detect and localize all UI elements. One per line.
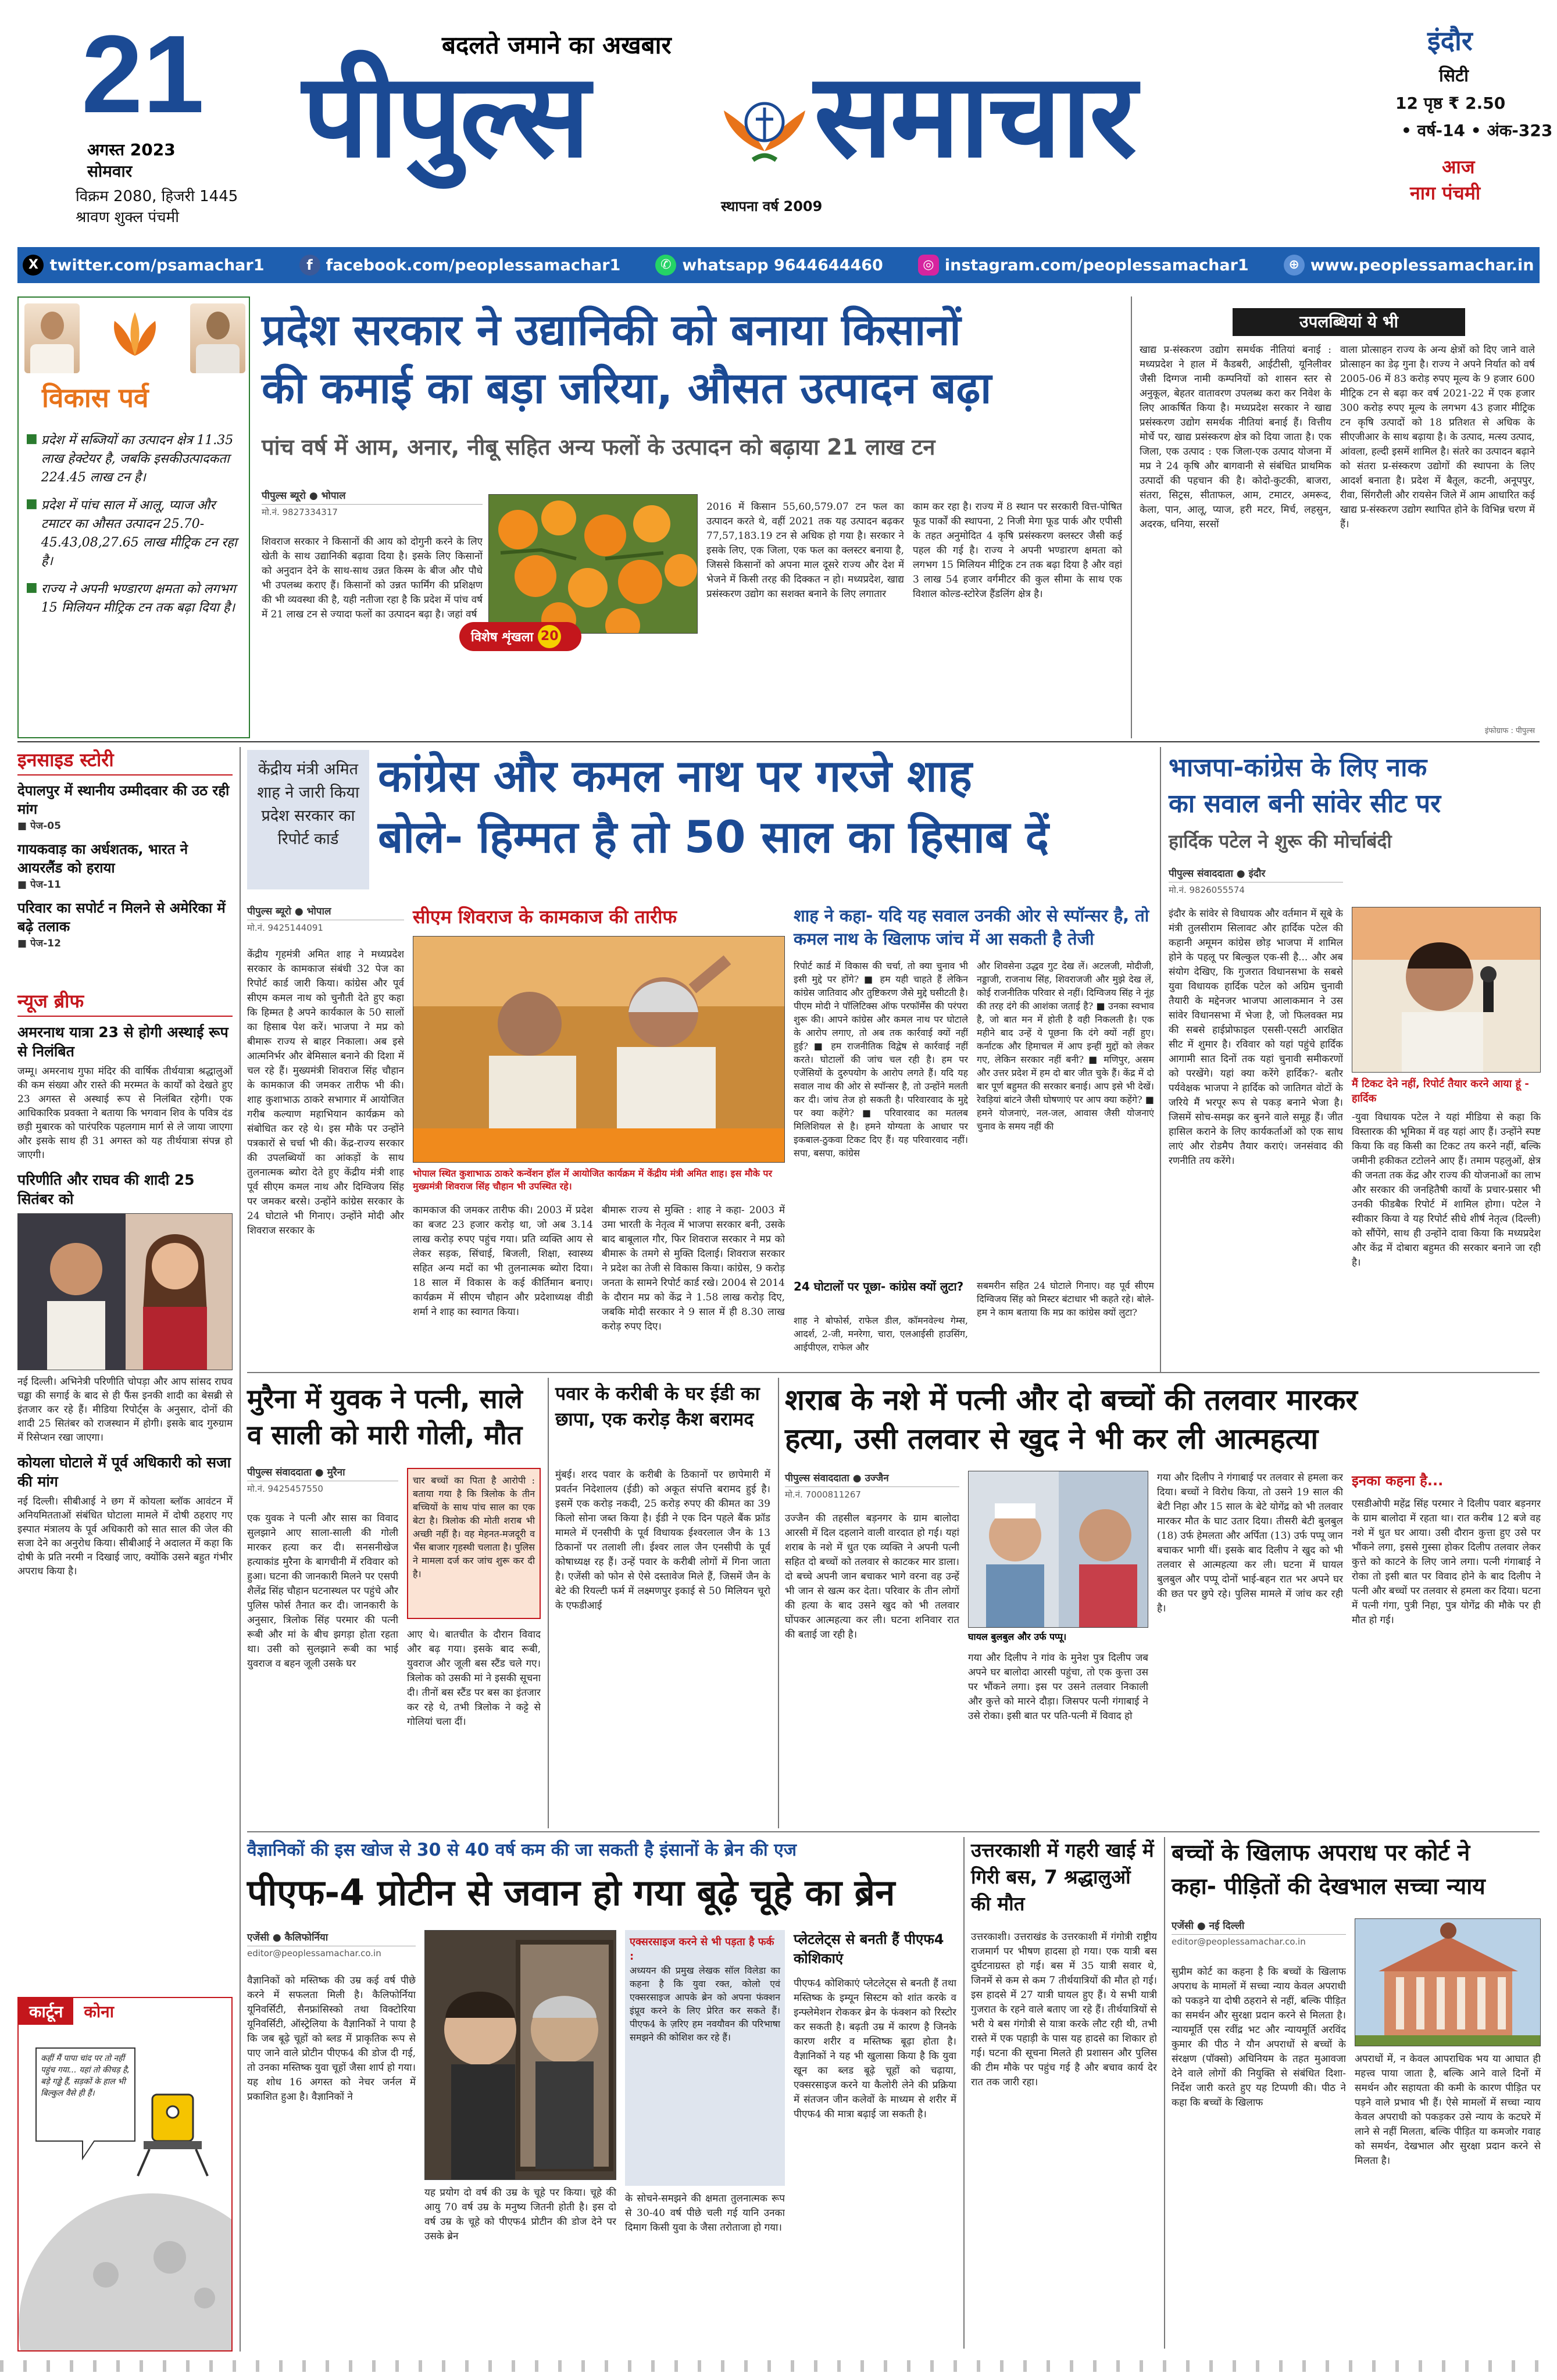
uttarkashi-body: उत्तरकाशी। उत्तराखंड के उत्तरकाशी में गंगोत्री राष्ट्रीय राजमार्ग पर भीषण हादसा हो गया। एक यात्री बस दुर्घटनाग्रस्त हो गई। बस में 35 यात्री सवार थे, जिनमें से कम से कम 7 तीर्थयात्रियों की मौत हो गई। इस हादसे में 27 यात्री घायल हुए हैं। ये सभी यात्री गुजरात के रहने वाले बताए जा रहे हैं। तीर्थयात्रियों से भरी ये बस गंगोत्री से यात्रा करके लौट रही थी, तभी रास्ते में एक पहाड़ी के पास यह हादसे का शिकार हो गई। घटना की सूचना मिलते ही प्रशासन और पुलिस की टीम मौके पर पहुंच गई है और बचाव कार्य देर रात तक जारी रहा।	[971, 1931, 1157, 2088]
founded-year: स्थापना वर्ष 2009	[721, 198, 823, 215]
brief-koyla-body: नई दिल्ली। सीबीआई ने छग में कोयला ब्लॉक आवंटन में अनियमितताओं संबंधित घोटाला मामले में दोषी ठहराए गए इस्पात मंत्रालय के पूर्व अधिकारी को सात साल की जेल की सजा देने का अनुरोध किया। सीबीआई ने अदालत में कहा कि दोषी के प्रति नरमी न दिखाई जाए, क्योंकि उसने बहुत गंभीर अपराध किया है।	[17, 1496, 233, 1577]
list-item: ■ प्रदेश में सब्जियों का उत्पादन क्षेत्र 11.35 लाख हेक्टेयर है, जबकि इसकीउत्पादकता 224.45 लाख टन है।	[26, 431, 234, 485]
shah-qa-col-4: सबमरीन सहित 24 घोटाले गिनाए। वह पूर्व सीएम दिग्विजय सिंह को मिस्टर बंटाधार भी कहते रहे। बोले- हम ने काम बताया कि मप्र का कांग्रेस क्यों लुटा?	[977, 1280, 1154, 1318]
lead-col-2: 2016 में किसान 55,60,579.07 टन फल का उत्पादन करते थे, वहीं 2021 तक यह उत्पादन बढ़कर 77,57,183.19 टन से अधिक हो गया है। सरकार ने इसके लिए, एक जिला, एक फल का क्लस्टर बनाया है, जिससे किसानों को अपना माल दूसरे राज्य और देश में भेजने में किसी तरह की दिक्कत न हो। मध्यप्रदेश, खाद्य प्रसंस्करण उद्योग का सशक्त बनाने के लिए लगातार	[706, 501, 904, 600]
court-col-2: अपराधों में, न केवल आपराधिक भय या आघात ही महत्त्व पाया जाता है, बल्कि आने वाले दिनों में समर्थन और सहायता की कमी के कारण पीड़ित पर पड़ने वाले प्रभाव भी हैं। ऐसे मामलों में सच्चा न्याय केवल अपराधी को पकड़कर उसे न्याय के कटघरे में लाने से नहीं मिलता, बल्कि पीड़ित या कमजोर गवाह को समर्थन, देखभाल और सुरक्षा प्रदान करने से मिलता है।	[1355, 2053, 1541, 2167]
morena-box: चार बच्चों का पिता है आरोपी : बताया गया है कि त्रिलोक के तीन बच्चियों के साथ पांच साल का एक बेटा है। त्रिलोक की मोती शराब भी अच्छी नहीं है। वह मेहनत-मजदूरी व भैंस बाजार गृहस्थी चलाता है। पुलिस ने मामला दर्ज कर जांच शुरू कर दी है।	[407, 1468, 541, 1619]
morena-col-2: आए थे। बातचीत के दौरान विवाद और बढ़ गया। इसके बाद रूबी, युवराज और जूली बस स्टैंड चले गए। त्रिलोक को उसकी मां ने इसकी सूचना दी। तीनों बस स्टैंड पर बस का इंतजार कर रहे थे, तभी त्रिलोक ने कट्टे से गोलियां चला दीं।	[407, 1629, 541, 1728]
date-month: अगस्त 2023	[87, 140, 176, 159]
print-registration-strip	[0, 2360, 1557, 2372]
masthead-title-right: समाचार	[814, 48, 1135, 184]
shah-col-3: बीमारू राज्य से मुक्ति : शाह ने कहा- 2003 में उमा भारती के नेतृत्व में भाजपा सरकार बनी, उसके बाद बाबूलाल गौर, फिर शिवराज सरकार ने मप्र को बीमारू के तमगे से मुक्ति दिलाई। शिवराज सरकार ने प्रदेश का तेजी से विकास किया। कांग्रेस, 9 करोड़ जनता के सामने रिपोर्ट कार्ड रखे। 2004 से 2014 के दौरान मप्र को केंद्र ने 1.58 लाख करोड़ दिए, जबकि मोदी सरकार ने 9 साल में ही 8.30 लाख करोड़ रुपए दिए।	[602, 1205, 785, 1332]
list-item[interactable]: परिवार का सपोर्ट न मिलने से अमेरिका में बढ़े तलाक ■ पेज-12	[17, 900, 226, 949]
brief-parineeti-head: परिणीति और राघव की शादी 25 सितंबर को	[17, 1171, 195, 1207]
court-col-1: सुप्रीम कोर्ट का कहना है कि बच्चों के खिलाफ अपराध के मामलों में सच्चा न्याय केवल अपराधी को पकड़ने या दोषी ठहराने से नहीं, बल्कि पीड़ित का समर्थन और सुरक्षा प्रदान करने से मिलता है। न्यायमूर्ति एस रवींद्र भट और न्यायमूर्ति अरविंद कुमार की पीठ ने यौन अपराधों से बच्चों के संरक्षण (पॉक्सो) अधिनियम के तहत मुआवजा देने वाले लोगों की नियुक्ति से संबंधित दिशा-निर्देश जारी करते हुए यह टिप्पणी की। पीठ ने कहा कि बच्चों के खिलाफ	[1172, 1966, 1346, 2109]
cartoon-label-2: कोना	[84, 2002, 114, 2021]
vikas-parv-points	[26, 431, 244, 617]
lead-subhead: पांच वर्ष में आम, अनार, नीबू सहित अन्य फलों के उत्पादन को बढ़ाया 21 लाख टन	[262, 434, 935, 460]
sharab-kehna-body: एसडीओपी महेंद्र सिंह परमार ने दिलीप पवार बड़नगर के ग्राम बालोदा में रहता था। रात करीब 12 बजे वह नशे में धुत घर आया। उसी दौरान कुत्ता हुए उसे पर भौंकने लगा, इससे गुस्सा होकर दिलीप तलवार लेकर कुत्ते को काटने के लिए जाने लगा। पत्नी गंगाबाई ने रोका तो इसी बात पर विवाद होने के बाद दिलीप ने पत्नी और बच्चों पर तलवार से हमला कर दिया। घटना में पत्नी गंगा, पुत्री निहा, पुत्र योगेंद्र की मौके पर ही मौत हो गई।	[1352, 1498, 1541, 1626]
news-brief	[17, 988, 233, 1586]
shah-qa-col3-head: 24 घोटालों पर पूछा- कांग्रेस क्यों लुटा?	[794, 1280, 964, 1293]
shah-col-2: कामकाज की जमकर तारीफ की। 2003 में प्रदेश का बजट 23 हजार करोड़ था, जो अब 3.14 लाख करोड़ रुपए पहुंच गया। प्रति व्यक्ति आय से लेकर सड़क, सिंचाई, बिजली, शिक्षा, स्वास्थ्य सहित अन्य मदों का भी तुलनात्मक ब्योरा दिया। 18 साल में विकास के कई कीर्तिमान बनाए। कार्यक्रम में सीएम चौहान और प्रदेशाध्यक्ष वीडी शर्मा ने शाह का स्वागत किया।	[413, 1205, 593, 1318]
science-byline-block: एजेंसी ● कैलिफोर्निया editor@peoplessamachar.co.in	[247, 1930, 416, 1959]
facebook-icon: f	[299, 255, 320, 276]
science-headline: पीएफ-4 प्रोटीन से जवान हो गया बूढ़े चूहे का ब्रेन	[247, 1871, 895, 1914]
science-photo	[424, 1930, 616, 2180]
list-item[interactable]: गायकवाड़ का अर्धशतक, भारत ने आयरलैंड को हराया ■ पेज-11	[17, 841, 188, 891]
couple-photo	[17, 1213, 233, 1370]
court-byline-block: एजेंसी ● नई दिल्ली editor@peoplessamachar.co.in	[1172, 1918, 1346, 1947]
sanwer-subhead: हार्दिक पटेल ने शुरू की मोर्चाबंदी	[1169, 830, 1392, 852]
shah-headline-1: कांग्रेस और कमल नाथ पर गरजे शाह	[378, 750, 972, 802]
ed-body: मुंबई। शरद पवार के करीबी के ठिकानों पर छापेमारी में प्रवर्तन निदेशालय (ईडी) को अकूत संपत्ति बरामद हुई है। इसमें एक करोड़ नकदी, 25 करोड़ रुपए की कीमत का 39 किलो सोना जब्त किया है। ईडी ने एक दिन पहले बैंक फ्रॉड मामले में एनसीपी के पूर्व विधायक ईश्वरलाल जैन के 13 ठिकानों पर तलाशी ली। ईश्वर लाल जैन एनसीपी के पूर्व कोषाध्यक्ष रह हैं। उन्हें पवार के करीबी लोगों में गिना जाता है। एजेंसी को फोन से ऐसे दस्तावेज मिले हैं, जिसमें जैन के बेटे की रियल्टी फर्म में लक्ष्मणपुर इकाई से 50 मिलियन चूरो के एफडीआई	[555, 1469, 770, 1611]
lead-headline-1: प्रदेश सरकार ने उद्यानिकी को बनाया किसानों	[262, 305, 961, 355]
lead-col-3: काम कर रहा है। राज्य में 8 स्थान पर सरकारी वित्त-पोषित फूड पार्कों की स्थापना, 2 निजी मेगा फूड पार्क और एपीसी के तहत अनुमोदित 4 कृषि प्रसंस्करण क्लस्टर जैसी कई पहल की गई है। राज्य ने अपनी भण्डारण क्षमता को लगभग 15 मिलियन मीट्रिक टन तक बढ़ा दिया है और वहां 3 लाख 54 हजार वर्गमीटर की कुल सीमा के साथ एक विशाल कोल्ड-स्टोरेज हैंडलिंग क्षेत्र है।	[913, 501, 1122, 600]
sanwer-headline-2: का सवाल बनी सांवेर सीट पर	[1169, 789, 1441, 819]
shah-qa-col-2: और शिवसेना उद्धव गुट देख लें। अटलजी, मोदीजी, नड्डाजी, राजनाथ सिंह, शिवराजजी और मुझे देख लें, कोई राजनीतिक परिवार से नहीं। दिग्विजय सिंह ने नूंह की तरह दंगे की आशंका जताई है? ■ उनका स्वभाव है, जो बात मन में होती है वही निकलती है। एक महीने बाद उन्हें ये पूछना कि दंगे क्यों नहीं हुए। कर्नाटक और हिमाचल में आप इन्हीं मुद्दों को लेकर गए, लेकिन सरकार नहीं बनी? ■ मणिपुर, असम और उत्तर प्रदेश में हम दो बार जीत चुके हैं। केंद्र में दो बार पूर्ण बहुमत की सरकार बनाई। आप इसे भी देखें। रेवड़ियां बांटने जैसी घोषणाएं पर आप क्या कहेंगे? ■ हमने योजनाएं, नल-जल, आवास जैसी योजनाएं चुनाव के समय नहीं की	[977, 960, 1154, 1132]
globe-icon: ⊕	[1284, 255, 1305, 276]
sanwer-headline-1: भाजपा-कांग्रेस के लिए नाक	[1169, 753, 1427, 782]
cm-portrait-right	[190, 303, 245, 373]
sharab-headline-1: शराब के नशे में पत्नी और दो बच्चों की तलवार मारकर	[785, 1383, 1358, 1417]
brief-koyla-head: कोयला घोटाले में पूर्व अधिकारी को सजा की मांग	[17, 1454, 231, 1490]
sanwer-byline-block: पीपुल्स संवाददाता ● इंदौर मो.नं. 9826055574	[1169, 866, 1343, 896]
lead-col-1b	[488, 657, 698, 732]
ed-headline: पवार के करीबी के घर ईडी का छापा, एक करोड़ कैश बरामद	[555, 1382, 760, 1430]
orange-photo	[488, 494, 698, 634]
lead-byline-block: पीपुल्स ब्यूरो ● भोपाल मो.नं. 9827334317	[262, 488, 483, 518]
sanwer-col-1: इंदौर के सांवेर से विधायक और वर्तमान में सूबे के मंत्री तुलसीराम सिलावट और हार्दिक पटेल की कहानी अमूमन कांग्रेस छोड़ भाजपा में शामिल होने के पहलू पर बिल्कुल एक-सी है... और अब संयोग देखिए, कि गुजरात विधानसभा के सबसे युवा विधायक हार्दिक पटेल को अग्रिम चुनावी तैयारी के मद्देनजर भाजपा आलाकमान ने उस सांवेर विधानसभा में भेजा है, जो फिलवक्त मप्र की सबसे हाईप्रोफाइल एससी-एसटी आरक्षित सीट में शुमार है। रविवार को यहां पहुंचे हार्दिक आगामी सात दिनों तक यहां चुनावी समीकरणों को परखेंगे। यहां क्या करेंगे हार्दिक?- बतौर पर्यवेक्षक भाजपा ने हार्दिक को जातिगत वोटों के जरिये मैं भरपूर रूप से पकड़ बनाने भेजा है। जिसमें सोच-समझ कर बुनने वाले समूह हैं। जीत हासिल कराने के लिए कार्यकर्ताओं को एक साथ लाएं और रोडमैप तैयार कराएं। जनसंवाद की रणनीति तय करेंगे।	[1169, 908, 1343, 1167]
injured-photo-caption: घायल बुलबुल और उर्फ पप्पू।	[968, 1631, 1067, 1642]
sharab-headline-2: हत्या, उसी तलवार से खुद ने भी कर ली आत्महत्या	[785, 1422, 1319, 1456]
shah-qa-col-3: शाह ने बोफोर्स, राफेल डील, कॉमनवेल्थ गेम्स, आदर्श, 2-जी, मनरेगा, चारा, एलआईसी हाउसिंग, आईपीएल, राफेल और	[794, 1315, 968, 1353]
shah-col-1: केंद्रीय गृहमंत्री अमित शाह ने मध्यप्रदेश सरकार के कामकाज संबंधी 32 पेज का रिपोर्ट कार्ड जारी किया। कांग्रेस और पूर्व सीएम कमल नाथ को चुनौती देते हुए कहा कि हिम्मत है अपने कार्यकाल के 50 सालों का हिसाब पेश करें। भाजपा ने मप्र को बीमारू राज्य से बाहर निकाला। अब इसे आत्मनिर्भर और बेमिसाल बनाने की दिशा में चल रहे हैं। मुख्यमंत्री शिवराज सिंह चौहान के कामकाज की जमकर तारीफ भी की। शाह कुशाभाऊ ठाकरे सभागार में आयोजित गरीब कल्याण महाभियान कार्यक्रम को संबोधित कर रहे थे। इस मौके पर उन्होंने पत्रकारों से चर्चा भी की। केंद्र-राज्य सरकार की उपलब्धियों का आंकड़ों के साथ तुलनात्मक ब्योरा देते हुए केंद्रीय मंत्री शाह पूर्व सीएम कमल नाथ और दिग्विजय सिंह पर जमकर बरसे। उन्होंने कांग्रेस सरकार के 24 घोटाले भी गिनाए। उन्होंने मोदी और शिवराज सरकार के	[247, 949, 404, 1237]
cm-portrait-left	[24, 303, 80, 373]
edition-type: सिटी	[1439, 66, 1469, 86]
date-samvat: विक्रम 2080, हिजरी 1445	[76, 188, 238, 205]
science-col-4: पीएफ4 कोशिकाएं प्लेटलेट्स से बनती हैं तथा मस्तिष्क के इम्यून सिस्टम को शांत करके व इन्फ्लेमेशन रोककर ब्रेन के फंक्शन को रिस्टोर कर सकती है। बढ़ती उम्र में कारण है जिनके कारण शरीर व मस्तिष्क बूढ़ा होता है। वैज्ञानिकों ने यह भी खुलासा किया है कि युवा खून का ब्लड बूढ़े चूहों को चढ़ाया, एक्सरसाइज करने या कैलोरी लेने की प्रक्रिया में संतजन जीन कलेवों के माध्यम से शरीर में पीएफ4 की मात्रा बढ़ाई जा सकती है।	[794, 1978, 956, 2120]
vikas-parv-sidebar	[17, 296, 250, 738]
list-item: ■ प्रदेश में पांच साल में आलू, प्याज और टमाटर का औसत उत्पादन 25.70-45.43,08,27.65 लाख मीट्रिक टन रहा है।	[26, 496, 237, 569]
facebook-link[interactable]: f facebook.com/peoplessamachar1	[299, 255, 621, 276]
science-box: एक्सरसाइज करने से भी पड़ता है फर्क : अध्ययन की प्रमुख लेखक सॉल विलेडा का कहना है कि युवा रक्त, कोलो एवं एक्सरसाइज आपके ब्रेन को अपना फंक्शन इंप्रूव करने के लिए प्रेरित कर सकते हैं। पीएफ4 के ज़रिए हम नवयौवन की परिभाषा समझने की कोशिश कर रहे हैं।	[625, 1930, 785, 2186]
whatsapp-link[interactable]: ✆ whatsapp 9644644460	[655, 255, 883, 276]
volume-issue: • वर्ष-14 • अंक-323	[1401, 121, 1553, 140]
instagram-icon: ◎	[918, 255, 939, 276]
court-headline-2: कहा- पीड़ितों की देखभाल सच्चा न्याय	[1172, 1874, 1485, 1900]
platelets-head: प्लेटलेट्स से बनती हैं पीएफ4 कोशिकाएं	[794, 1931, 944, 1967]
date-weekday: सोमवार	[87, 162, 133, 181]
masthead-logo-icon	[721, 87, 808, 174]
hardik-photo-caption: मैं टिकट देने नहीं, रिपोर्ट तैयार करने आया हूं - हार्दिक	[1352, 1078, 1529, 1105]
lead-headline-2: की कमाई का बड़ा जरिया, औसत उत्पादन बढ़ा	[262, 363, 992, 413]
list-item: ■ राज्य ने अपनी भण्डारण क्षमता को लगभग 15 मिलियन मीट्रिक टन तक बढ़ा दिया है।	[26, 580, 236, 615]
today-event: नाग पंचमी	[1410, 182, 1481, 204]
supreme-court-photo	[1355, 1918, 1541, 2046]
sanwer-col-2: -युवा विधायक पटेल ने यहां मीडिया से कहा कि विस्तारक की भूमिका में वह यहां आए हैं। उन्होंने स्पष्ट किया कि वह किसी का टिकट तय करने नहीं, बल्कि जमीनी हकीकत टटोलने आए हैं। तमाम पहलुओं, क्षेत्र की जनता तक केंद्र और राज्य की योजनाओं का लाभ और सरकार की जनहितैषी कार्यों के प्रचार-प्रसार भी उनकी फीडबैक रिपोर्ट में शामिल होगा। पटेल ने स्वीकार किया वे यह रिपोर्ट सीधे शीर्ष नेतृत्व (दिल्ली) को सौंपेंगे, साथ ही उन्होंने दावा किया कि मध्यप्रदेश और केंद्र में दोबारा बहुमत की सरकार बनाने जा रही है।	[1352, 1112, 1541, 1268]
pages-price: 12 पृष्ठ ₹ 2.50	[1395, 94, 1506, 113]
list-item[interactable]: देपालपुर में स्थानीय उम्मीदवार की उठ रही मांग ■ पेज-05	[17, 782, 230, 832]
science-col-3: के सोचने-समझने की क्षमता तुलनात्मक रूप से 30-40 वर्ष पीछे चली गई यानि उनका दिमाग किसी युवा के जैसा तरोताजा हो गया।	[625, 2193, 785, 2234]
uttarkashi-headline: उत्तरकाशी में गहरी खाई में गिरी बस, 7 श्रद्धालुओं की मौत	[971, 1839, 1154, 1915]
social-bar	[17, 247, 1540, 283]
x-icon: X	[23, 255, 44, 276]
instagram-link[interactable]: ◎ instagram.com/peoplessamachar1	[918, 255, 1249, 276]
shah-qa-head: शाह ने कहा- यदि यह सवाल उनकी ओर से स्पॉन्सर है, तो कमल नाथ के खिलाफ जांच में आ सकती है तेजी	[794, 906, 1149, 949]
achievements-box	[1140, 296, 1541, 738]
vikas-parv-badge: विकास पर्व	[42, 382, 149, 413]
website-link[interactable]: ⊕ www.peoplessamachar.in	[1284, 255, 1534, 276]
shah-event-photo	[413, 936, 785, 1163]
morena-byline-block: पीपुल्स संवाददाता ● मुरैना मो.नं. 9425457550	[247, 1465, 398, 1495]
shah-qa-col-1: रिपोर्ट कार्ड में विकास की चर्चा, तो क्या चुनाव भी इसी मुद्दे पर होंगे? ■ हम यही चाहते हैं लेकिन कांग्रेस जातिवाद और तुष्टिकरण जैसे मुद्दे घसीटती है। पीएम मोदी ने पॉलिटिक्स ऑफ परफॉर्मेंस की परंपरा शुरू की। आपने कांग्रेस और कमल नाथ पर घोटाले के आरोप लगाए, तो अब तक कार्रवाई क्यों नहीं हुई? ■ हम राजनीतिक विद्वेष से कार्रवाई नहीं करते। घोटालों की जांच चल रही है। हम पर एजेंसियों के दुरुपयोग के आरोप लगते हैं। यदि यह सवाल नाथ की ओर से स्पॉन्सर है, तो उन्होंने मलती कर दी। जांच तेज हो सकती है। परिवारवाद के मुद्दे पर क्या कहेंगे? ■ परिवारवाद का मतलब मिलिशियल से है। हमने योग्यता के आधार पर इकबाल-ठुकवा टिकट दिए हैं। यह परिवारवाद नहीं। सपा, बसपा, कांग्रेस	[794, 960, 968, 1159]
shah-side-box: केंद्रीय मंत्री अमित शाह ने जारी किया प्रदेश सरकार का रिपोर्ट कार्ड	[247, 750, 369, 889]
court-headline-1: बच्चों के खिलाफ अपराध पर कोर्ट ने	[1172, 1840, 1470, 1866]
news-brief-title: न्यूज ब्रीफ	[17, 988, 233, 1017]
today-label: आज	[1442, 156, 1475, 178]
hardik-photo	[1352, 907, 1541, 1073]
lead-col-1: शिवराज सरकार ने किसानों की आय को दोगुनी करने के लिए खेती के साथ उद्यानिकी बढ़ावा दिया है। इसके लिए किसानों को अनुदान देने के साथ-साथ उन्नत किस्म के बीज और पौधे भी उपलब्ध कराए हैं। किसानों को उन्नत फार्मिंग की प्रशिक्षण की भी व्यवस्था की है, यही नतीजा रहा है कि प्रदेश में पांच वर्ष में 21 लाख टन से ज्यादा फलों का उत्पादन बढ़ा है। जहां वर्ष	[262, 536, 483, 620]
sharab-kehna-head: इनका कहना है...	[1352, 1473, 1444, 1489]
series-badge: विशेष शृंखला 20	[459, 622, 581, 651]
graphic-credit: इंफोग्राफ : पीपुल्स	[1484, 727, 1535, 735]
achievements-col-2: वाला प्रोत्साहन राज्य के अन्य क्षेत्रों को दिए जाने वाले प्रोत्साहन का डेढ़ गुना है। राज्य ने अपने निर्यात को वर्ष 2005-06 में 83 करोड़ रुपए मूल्य के 9 हजार 600 मीट्रिक टन से बढ़ा कर वर्ष 2021-22 में एक हजार 300 करोड़ रुपए मूल्य के लगभग 43 हजार मीट्रिक टन कृषि उत्पादों को 18 प्रतिशत से अधिक के सीएजीआर के साथ बढ़ाया है। के उत्पाद, मत्स्य उत्पाद, आंवला, हल्दी इसमें शामिल है। संतरे का उत्पादन बढ़ाने को संतरा प्र-संस्करण उद्योगों की स्थापना के लिए आदर्श बनाता है। प्रदेश में बैतूल, कटनी, अनूपपुर, रीवा, सिंगरौली और रायसेन जिले में आम आधारित कई खाद्य प्र-संस्करण उद्योग स्थापित होने के विभिन्न चरण में हैं।	[1340, 344, 1535, 530]
masthead-title-left: पीपुल्स	[302, 48, 588, 184]
lotus-logo-icon	[103, 309, 167, 362]
edition-city: इंदौर	[1427, 25, 1473, 56]
shah-headline-2: बोले- हिम्मत है तो 50 साल का हिसाब दें	[378, 811, 1049, 863]
tagline: बदलते जमाने का अखबार	[442, 31, 672, 59]
cartoon-label: कार्टून	[19, 1998, 73, 2025]
sharab-byline-block: पीपुल्स संवाददाता ● उज्जैन मो.नं. 7000811267	[785, 1471, 959, 1500]
twitter-link[interactable]: X twitter.com/psamachar1	[23, 255, 264, 276]
brief-amarnath-head: अमरनाथ यात्रा 23 से होगी अस्थाई रूप से निलंबित	[17, 1024, 228, 1060]
science-col-2: यह प्रयोग दो वर्ष की उम्र के चूहे पर किया। चूहे की आयु 70 वर्ष उम्र के मनुष्य जितनी होती है। इस दो वर्ष उम्र के चूहे को पीएफ4 प्रोटीन की डोज देने पर उसके ब्रेन	[424, 2187, 616, 2242]
shah-photo-caption: भोपाल स्थित कुशाभाऊ ठाकरे कन्वेंशन हॉल में आयोजित कार्यक्रम में केंद्रीय मंत्री अमित शाह। इस मौके पर मुख्यमंत्री शिवराज सिंह चौहान भी उपस्थित रहे।	[413, 1168, 773, 1192]
cartoon-speech: कहीं मैं पापा चांद पर तो नहीं पहुंच गया... यहां तो कीचड़ है, बड़े गड्ढे हैं, सड़कों के हाल भी बिल्कुल वैसे ही हैं।	[41, 2054, 130, 2098]
cartoon-illustration	[19, 2025, 231, 2350]
masthead	[0, 0, 1557, 244]
shah-praise-head: सीएम शिवराज के कामकाज की तारीफ	[413, 906, 677, 928]
sharab-col-3: गया और दिलीप ने गंगाबाई पर तलवार से हमला कर दिया। बच्चों ने विरोध किया, तो उसने 19 साल की बेटी निहा और 15 साल के बेटे योगेंद्र को भी तलवार मारकर मौत के घाट उतार दिया। तीसरी बेटी बुलबुल (18) उर्फ हेमलता और अर्पिता (13) उर्फ पप्पू जान बचाकर भागी थीं। इसके बाद दिलीप ने खुद को भी तलवार से आत्महत्या कर ली। घटना में घायल बुलबुल और पप्पू दोनों भाई-बहन रात भर अपने घर की छत पर छुपे रहे। पुलिस मामले में जांच कर रही है।	[1157, 1472, 1343, 1614]
morena-headline: मुरैना में युवक ने पत्नी, साले व साली को मारी गोली, मौत	[247, 1383, 523, 1450]
shah-byline-block: पीपुल्स ब्यूरो ● भोपाल मो.नं. 9425144091	[247, 904, 404, 934]
sharab-col-1: उज्जैन की तहसील बड़नगर के ग्राम बालोदा आरसी में दिल दहलाने वाली वारदात हो गई। यहां शराब के नशे में धुत एक व्यक्ति ने अपनी पत्नी सहित दो बच्चों को तलवार से काटकर मार डाला। दो बच्चे अपनी जान बचाकर भागे वरना वह उन्हें भी जान से खत्म कर देता। परिवार के तीन लोगों की हत्या के बाद उसने खुद को भी तलवार घोंपकर आत्महत्या कर ली। घटना शनिवार रात की बताई जा रही है।	[785, 1513, 959, 1641]
science-kicker: वैज्ञानिकों की इस खोज से 30 से 40 वर्ष कम की जा सकती है इंसानों के ब्रेन की एज	[247, 1840, 797, 1860]
morena-col-1: एक युवक ने पत्नी और सास का विवाद सुलझाने आए साला-साली की गोली मारकर हत्या कर दी। सनसनीखेज हत्याकांड मुरैना के बागचीनी में रविवार को हुआ। घटना की जानकारी मिलने पर एसपी शैलेंद्र सिंह चौहान घटनास्थल पर पहुंचे और पुलिस फोर्स तैनात कर दी। जानकारी के अनुसार, त्रिलोक सिंह परमार की पत्नी रूबी और मां के बीच झगड़ा होता रहता था। उसी को सुलझाने रूबी का भाई युवराज व बहन जूली उसके घर	[247, 1513, 398, 1670]
date-number: 21	[81, 13, 205, 136]
inside-story	[17, 747, 233, 949]
injured-photo	[968, 1471, 1148, 1628]
sharab-col-2: गया और दिलीप ने गांव के मुनेश पुत्र दिलीप जब अपने घर बालोदा आरसी पहुंचा, तो एक कुत्ता उस पर भौंकने लगा। इस पर उसने तलवार निकाली और कुत्ते को मारने दौड़ा। जिसपर पत्नी गंगाबाई ने उसे रोका। इसी बात पर पति-पत्नी में विवाद हो	[968, 1652, 1148, 1722]
brief-parineeti-body: नई दिल्ली। अभिनेत्री परिणीति चोपड़ा और आप सांसद राघव चड्ढा की सगाई के बाद से ही फैंस इनकी शादी का बेसब्री से इंतजार कर रहे हैं। मीडिया रिपोर्ट्स के अनुसार, दोनों की शादी 25 सितंबर को राजस्थान में होगी। इसके बाद गुरुग्राम में रिसेप्शन रखा जाएगा।	[17, 1376, 233, 1443]
brief-amarnath-body: जम्मू। अमरनाथ गुफा मंदिर की वार्षिक तीर्थयात्रा श्रद्धालुओं की कम संख्या और रास्ते की मरम्मत के कार्यों को देखते हुए 23 अगस्त से अस्थाई रूप से निलंबित रहेगी। एक आधिकारिक प्रवक्ता ने बताया कि भगवान शिव के पवित्र दंड छड़ी मुबारक को पारंपरिक पहलगाम मार्ग से ले जाया जाएगा और इसके साथ ही 31 अगस्त को यह तीर्थयात्रा संपन्न हो जाएगी।	[17, 1066, 233, 1161]
achievements-title: उपलब्धियां ये भी	[1233, 308, 1465, 336]
science-col-1: वैज्ञानिकों को मस्तिष्क की उम्र कई वर्ष पीछे करने में सफलता मिली है। कैलिफोर्निया यूनिवर्सिटी, सैनफ्रांसिस्को तथा विक्टोरिया यूनिवर्सिटी, ऑस्ट्रेलिया के वैज्ञानिकों ने पाया है कि जब बूढ़े चूहों को ब्लड में प्राकृतिक रूप से पाए जाने वाले प्रोटीन पीएफ4 की डोज दी गई, तो उनका मस्तिष्क युवा चूहों जैसा शार्प हो गया। यह शोध 16 अगस्त को नेचर जर्नल में प्रकाशित हुआ है। वैज्ञानिकों ने	[247, 1975, 416, 2103]
inside-story-title: इनसाइड स्टोरी	[17, 747, 233, 776]
date-tithi: श्रावण शुक्ल पंचमी	[76, 209, 179, 226]
whatsapp-icon: ✆	[655, 255, 676, 276]
achievements-col-1: खाद्य प्र-संस्करण उद्योग समर्थक नीतियां बनाई : मध्यप्रदेश ने हाल में कैडबरी, आईटीसी, यूनिलीवर जैसी दिग्गज नामी कम्पनियों को शासन स्तर से अनुकूल, बेहतर वातावरण उपलब्ध करा कर निवेश के लिए आकर्षित किया है। मध्यप्रदेश सरकार ने खाद्य प्रसंस्करण उद्योग समर्थक नीतियां बनाई हैं। वित्तीय मोर्चे पर, खाद्य प्रसंस्करण क्षेत्र को दिया जाता है। एक जिला, एक उत्पाद : एक जिला-एक उत्पाद योजना में मप्र ने 24 कृषि और बागवानी से संबंधित प्राथमिक उत्पादों की पहचान की है। कोदो-कुटकी, बाजरा, संतरा, सिट्रस, सीताफल, आम, टमाटर, अमरूद, केला, पान, आलू, प्याज, हरी मटर, मिर्च, लहसुन, अदरक, धनिया, सरसों	[1140, 344, 1331, 530]
cartoon-corner	[17, 1997, 233, 2352]
